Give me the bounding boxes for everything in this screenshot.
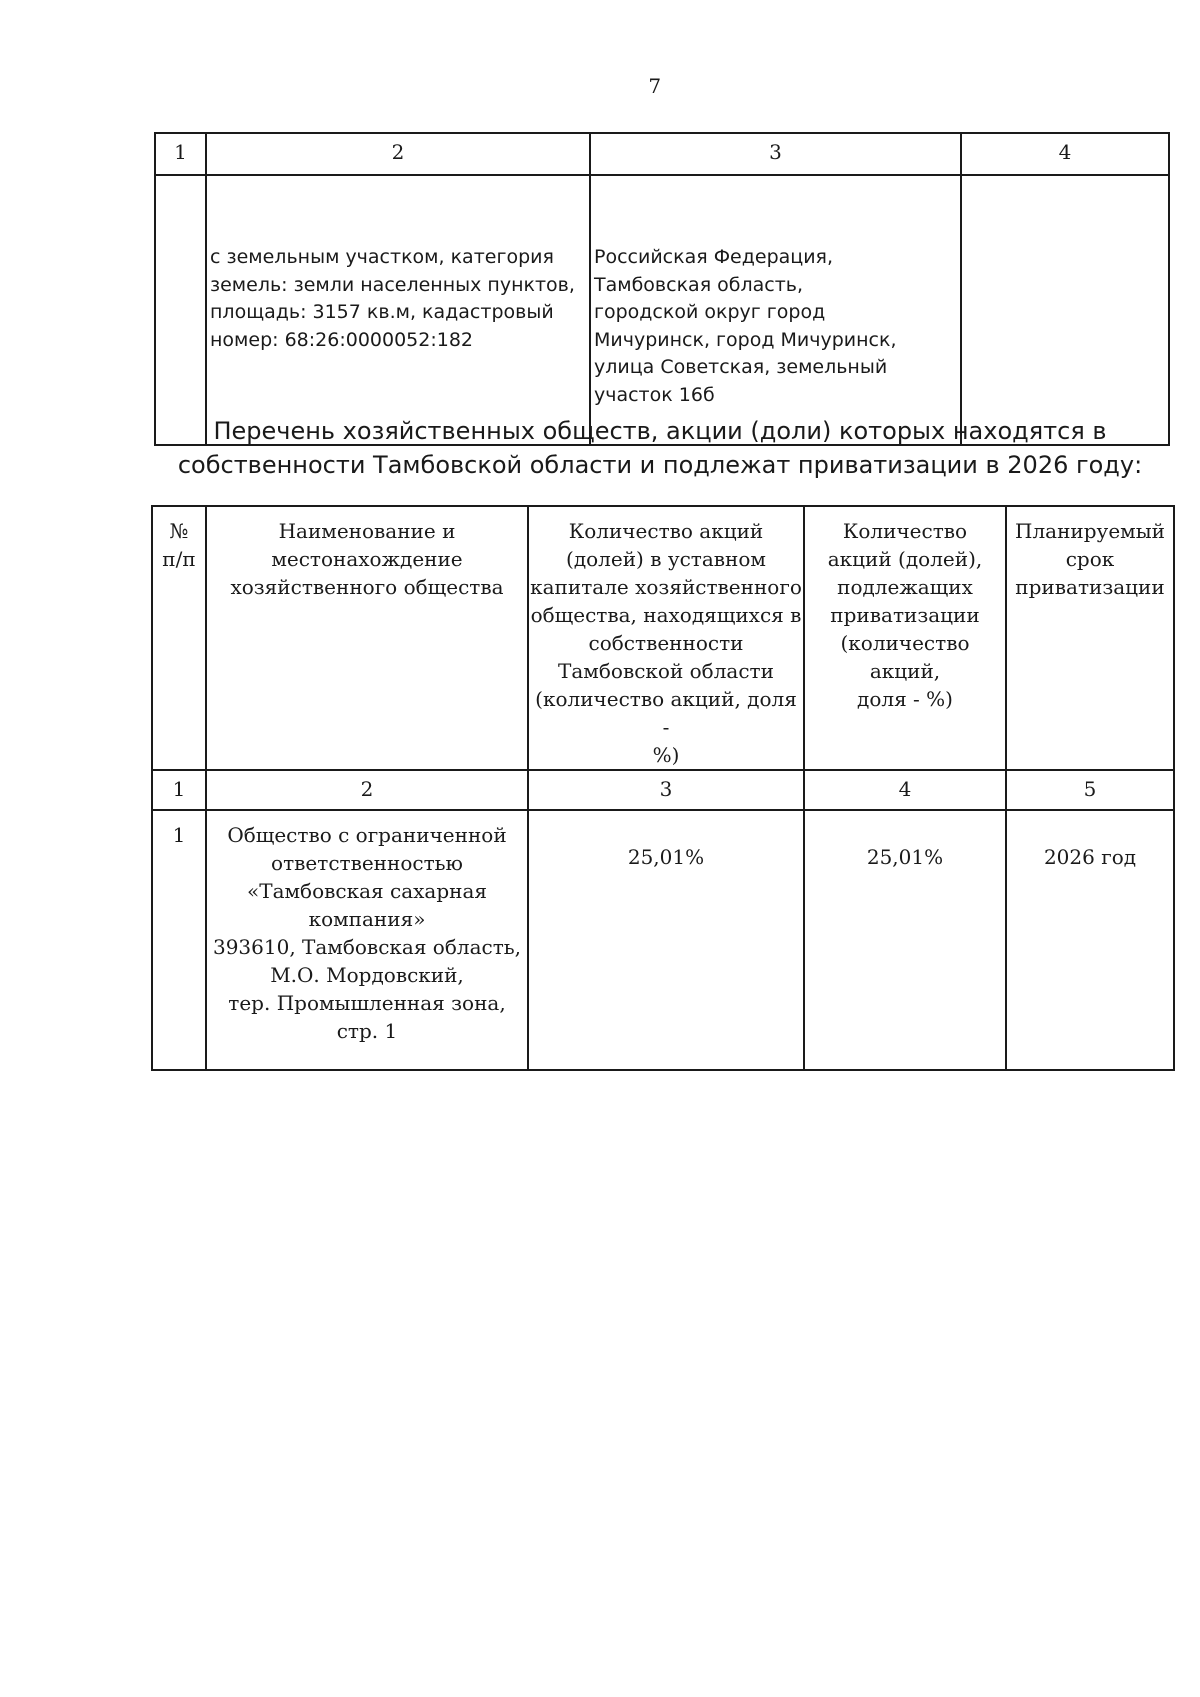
column-number: 1 [152, 770, 206, 810]
header-line: подлежащих [837, 575, 973, 599]
continuation-table [154, 132, 1170, 446]
header-line: акций (долей), [827, 547, 983, 571]
page-number: 7 [648, 74, 662, 98]
section-title [150, 414, 1170, 482]
column-number: 2 [206, 133, 590, 175]
text-line: с земельным участком, категория [210, 246, 554, 268]
text-line: номер: 68:26:0000052:182 [210, 328, 474, 351]
text-line: компания» [308, 907, 426, 931]
text-line: улица Советская, земельный [594, 356, 888, 378]
header-line: общества, находящихся в [530, 603, 802, 627]
text-line: земель: земли населенных пунктов, [210, 273, 575, 296]
column-number: 4 [961, 133, 1169, 175]
header-planned-term [1006, 506, 1174, 770]
column-number: 5 [1006, 770, 1174, 810]
title-line: собственности Тамбовской области и подлежат приватизации в 2026 году: [177, 451, 1143, 479]
header-line: акций, [869, 659, 941, 683]
text-line: Мичуринск, город Мичуринск, [594, 328, 897, 351]
header-line: Количество акций [568, 519, 764, 543]
column-number-row [155, 133, 1169, 175]
header-line: № [169, 519, 189, 543]
column-number: 3 [590, 133, 961, 175]
header-line: (количество акций, доля - [535, 687, 797, 739]
row-number-cell [155, 175, 206, 445]
table-row [155, 175, 1169, 445]
header-line: собственности [588, 631, 744, 655]
header-line: %) [652, 743, 680, 767]
column-number: 2 [206, 770, 528, 810]
header-line: (количество [840, 631, 970, 655]
text-line: М.О. Мордовский, [270, 963, 464, 987]
text-line: «Тамбовская сахарная [247, 879, 487, 903]
column-number: 3 [528, 770, 804, 810]
text-line: тер. Промышленная зона, [228, 991, 506, 1015]
header-number [152, 506, 206, 770]
text-line: ответственностью [271, 851, 463, 875]
title-line: Перечень хозяйственных обществ, акции (доли) которых находятся в [213, 417, 1107, 445]
header-shares-owned [528, 506, 804, 770]
header-shares-to-privatize [804, 506, 1006, 770]
header-name [206, 506, 528, 770]
header-line: капитале хозяйственного [530, 575, 802, 599]
header-line: срок [1065, 547, 1115, 571]
company-name-cell [206, 810, 528, 1070]
header-line: Тамбовской области [558, 659, 774, 683]
planned-term-cell: 2026 год [1006, 810, 1174, 1070]
text-line: стр. 1 [336, 1019, 398, 1043]
text-line: площадь: 3157 кв.м, кадастровый [210, 301, 554, 323]
text-line: Российская Федерация, [594, 246, 834, 268]
header-line: приватизации [830, 603, 980, 627]
shares-to-privatize-cell: 25,01% [804, 810, 1006, 1070]
companies-table [151, 505, 1175, 1071]
table-row [152, 810, 1174, 1070]
object-description-cell [206, 175, 590, 445]
column-number: 4 [804, 770, 1006, 810]
header-line: п/п [162, 547, 196, 571]
header-line: хозяйственного общества [230, 575, 504, 599]
column-number-row [152, 770, 1174, 810]
text-line: 393610, Тамбовская область, [212, 935, 522, 959]
header-line: доля - %) [857, 687, 953, 711]
header-line: местонахождение [271, 547, 463, 571]
header-line: приватизации [1015, 575, 1165, 599]
row-number: 1 [152, 810, 206, 1070]
shares-owned-cell: 25,01% [528, 810, 804, 1070]
header-line: Наименование и [278, 519, 456, 543]
object-address-cell [590, 175, 961, 445]
column-number: 1 [155, 133, 206, 175]
header-line: Количество [842, 519, 968, 543]
header-line: (долей) в уставном [566, 547, 766, 571]
empty-cell [961, 175, 1169, 445]
header-line: Планируемый [1015, 519, 1165, 543]
text-line: городской округ город [594, 301, 826, 323]
text-line: Тамбовская область, [594, 273, 804, 296]
text-line: Общество с ограниченной [227, 823, 507, 847]
text-line: участок 16б [594, 383, 715, 406]
header-row [152, 506, 1174, 770]
